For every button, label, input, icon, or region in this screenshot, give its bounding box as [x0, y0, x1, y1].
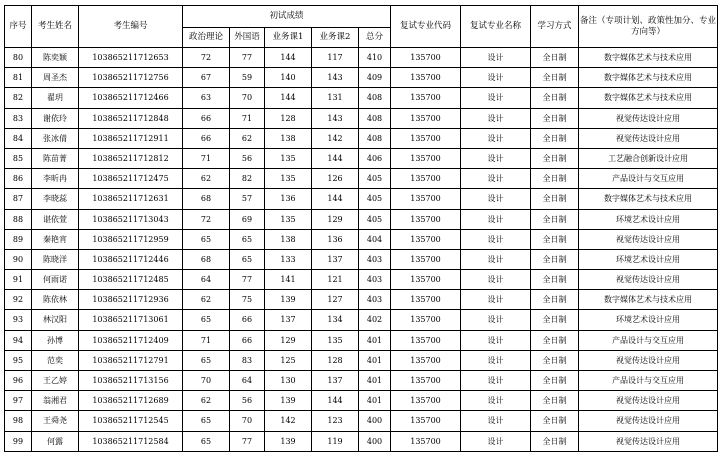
cell-course2: 144: [312, 189, 359, 209]
cell-remark: 视觉传达设计应用: [579, 431, 718, 451]
cell-foreign-language: 75: [230, 290, 265, 310]
cell-remark: 环境艺术设计应用: [579, 209, 718, 229]
cell-retest-name: 设计: [461, 48, 531, 68]
cell-retest-code: 135700: [391, 108, 461, 128]
header-total: 总分: [359, 28, 391, 48]
cell-name: 张冰倩: [32, 128, 79, 148]
cell-politics: 62: [183, 290, 230, 310]
cell-foreign-language: 56: [230, 148, 265, 168]
header-id: 考生编号: [79, 6, 183, 48]
cell-study-mode: 全日制: [531, 169, 579, 189]
header-remark: 备注（专项计划、政策性加分、专业方向等）: [579, 6, 718, 48]
cell-politics: 67: [183, 68, 230, 88]
cell-remark: 产品设计与交互应用: [579, 330, 718, 350]
cell-retest-name: 设计: [461, 88, 531, 108]
cell-id: 103865211712446: [79, 249, 183, 269]
cell-foreign-language: 69: [230, 209, 265, 229]
cell-name: 李晓蕊: [32, 189, 79, 209]
cell-remark: 数字媒体艺术与技术应用: [579, 68, 718, 88]
table-row: [5, 310, 718, 330]
cell-seq: 88: [5, 209, 32, 229]
cell-total: 401: [359, 371, 391, 391]
cell-foreign-language: 65: [230, 229, 265, 249]
cell-total: 403: [359, 270, 391, 290]
cell-course1: 135: [265, 209, 312, 229]
cell-id: 103865211712653: [79, 48, 183, 68]
header-foreign-language: 外国语: [230, 28, 265, 48]
cell-seq: 96: [5, 371, 32, 391]
cell-total: 401: [359, 350, 391, 370]
table-row: [5, 128, 718, 148]
cell-retest-name: 设计: [461, 431, 531, 451]
cell-total: 401: [359, 330, 391, 350]
cell-course2: 143: [312, 68, 359, 88]
cell-foreign-language: 66: [230, 330, 265, 350]
cell-name: 林汉阳: [32, 310, 79, 330]
cell-total: 400: [359, 411, 391, 431]
table-row: [5, 169, 718, 189]
header-politics: 政治理论: [183, 28, 230, 48]
cell-study-mode: 全日制: [531, 68, 579, 88]
cell-study-mode: 全日制: [531, 189, 579, 209]
table-row: [5, 108, 718, 128]
cell-study-mode: 全日制: [531, 229, 579, 249]
cell-name: 范奕: [32, 350, 79, 370]
cell-course2: 131: [312, 88, 359, 108]
cell-seq: 85: [5, 148, 32, 168]
cell-retest-code: 135700: [391, 431, 461, 451]
table-row: [5, 249, 718, 269]
cell-course1: 133: [265, 249, 312, 269]
cell-seq: 83: [5, 108, 32, 128]
cell-course1: 139: [265, 391, 312, 411]
table-row: [5, 431, 718, 451]
cell-course1: 130: [265, 371, 312, 391]
cell-total: 401: [359, 391, 391, 411]
cell-study-mode: 全日制: [531, 391, 579, 411]
cell-retest-name: 设计: [461, 290, 531, 310]
cell-total: 403: [359, 290, 391, 310]
cell-remark: 视觉传达设计应用: [579, 270, 718, 290]
table-row: [5, 411, 718, 431]
cell-retest-name: 设计: [461, 108, 531, 128]
cell-politics: 71: [183, 148, 230, 168]
cell-course1: 138: [265, 229, 312, 249]
cell-seq: 97: [5, 391, 32, 411]
header-retest-name: 复试专业名称: [461, 6, 531, 48]
cell-study-mode: 全日制: [531, 48, 579, 68]
cell-foreign-language: 82: [230, 169, 265, 189]
header-seq: 序号: [5, 6, 32, 48]
table-body: [5, 48, 718, 452]
cell-retest-name: 设计: [461, 209, 531, 229]
cell-seq: 98: [5, 411, 32, 431]
cell-politics: 64: [183, 270, 230, 290]
cell-retest-code: 135700: [391, 270, 461, 290]
cell-total: 405: [359, 209, 391, 229]
table-row: [5, 189, 718, 209]
cell-foreign-language: 77: [230, 270, 265, 290]
cell-name: 谌依萱: [32, 209, 79, 229]
header-course1: 业务课1: [265, 28, 312, 48]
cell-course2: 136: [312, 229, 359, 249]
cell-course1: 140: [265, 68, 312, 88]
cell-course1: 137: [265, 310, 312, 330]
cell-study-mode: 全日制: [531, 290, 579, 310]
table-row: [5, 270, 718, 290]
cell-name: 何露: [32, 431, 79, 451]
cell-retest-code: 135700: [391, 249, 461, 269]
cell-course1: 135: [265, 148, 312, 168]
cell-total: 404: [359, 229, 391, 249]
cell-politics: 65: [183, 229, 230, 249]
cell-remark: 工艺融合创新设计应用: [579, 148, 718, 168]
cell-id: 103865211712545: [79, 411, 183, 431]
header-initial-score: 初试成绩: [183, 6, 391, 28]
cell-id: 103865211712756: [79, 68, 183, 88]
cell-total: 406: [359, 148, 391, 168]
cell-course2: 121: [312, 270, 359, 290]
cell-politics: 71: [183, 330, 230, 350]
table-row: [5, 330, 718, 350]
cell-course1: 139: [265, 431, 312, 451]
cell-course1: 144: [265, 88, 312, 108]
cell-politics: 72: [183, 48, 230, 68]
cell-foreign-language: 64: [230, 371, 265, 391]
cell-total: 408: [359, 128, 391, 148]
cell-seq: 82: [5, 88, 32, 108]
table-row: [5, 148, 718, 168]
cell-course1: 136: [265, 189, 312, 209]
cell-retest-code: 135700: [391, 310, 461, 330]
cell-remark: 视觉传达设计应用: [579, 108, 718, 128]
cell-seq: 80: [5, 48, 32, 68]
cell-course1: 142: [265, 411, 312, 431]
cell-foreign-language: 57: [230, 189, 265, 209]
cell-remark: 数字媒体艺术与技术应用: [579, 48, 718, 68]
cell-retest-code: 135700: [391, 68, 461, 88]
cell-name: 翟玥: [32, 88, 79, 108]
cell-retest-name: 设计: [461, 371, 531, 391]
table-row: [5, 68, 718, 88]
cell-course2: 135: [312, 330, 359, 350]
cell-id: 103865211712848: [79, 108, 183, 128]
cell-course1: 138: [265, 128, 312, 148]
cell-retest-code: 135700: [391, 169, 461, 189]
cell-id: 103865211713156: [79, 371, 183, 391]
cell-retest-code: 135700: [391, 48, 461, 68]
cell-course2: 134: [312, 310, 359, 330]
cell-remark: 视觉传达设计应用: [579, 229, 718, 249]
cell-name: 陈依林: [32, 290, 79, 310]
cell-study-mode: 全日制: [531, 350, 579, 370]
cell-name: 陈晓洋: [32, 249, 79, 269]
cell-id: 103865211712631: [79, 189, 183, 209]
cell-foreign-language: 62: [230, 128, 265, 148]
cell-study-mode: 全日制: [531, 249, 579, 269]
cell-course2: 123: [312, 411, 359, 431]
cell-politics: 72: [183, 209, 230, 229]
header-row-1: [5, 6, 718, 28]
cell-retest-code: 135700: [391, 350, 461, 370]
cell-seq: 84: [5, 128, 32, 148]
cell-politics: 63: [183, 88, 230, 108]
cell-total: 403: [359, 249, 391, 269]
cell-foreign-language: 65: [230, 249, 265, 269]
cell-study-mode: 全日制: [531, 411, 579, 431]
cell-id: 103865211712911: [79, 128, 183, 148]
cell-remark: 数字媒体艺术与技术应用: [579, 290, 718, 310]
cell-retest-name: 设计: [461, 330, 531, 350]
cell-name: 孙博: [32, 330, 79, 350]
cell-retest-code: 135700: [391, 330, 461, 350]
cell-study-mode: 全日制: [531, 270, 579, 290]
cell-retest-name: 设计: [461, 391, 531, 411]
cell-course2: 119: [312, 431, 359, 451]
cell-course2: 117: [312, 48, 359, 68]
cell-politics: 70: [183, 371, 230, 391]
cell-name: 王舜尧: [32, 411, 79, 431]
cell-name: 李昕冉: [32, 169, 79, 189]
cell-retest-name: 设计: [461, 270, 531, 290]
cell-retest-code: 135700: [391, 411, 461, 431]
cell-seq: 91: [5, 270, 32, 290]
cell-total: 402: [359, 310, 391, 330]
cell-seq: 92: [5, 290, 32, 310]
cell-politics: 65: [183, 350, 230, 370]
cell-retest-name: 设计: [461, 128, 531, 148]
cell-id: 103865211712485: [79, 270, 183, 290]
cell-retest-name: 设计: [461, 411, 531, 431]
cell-course2: 127: [312, 290, 359, 310]
cell-course2: 137: [312, 249, 359, 269]
cell-foreign-language: 70: [230, 411, 265, 431]
cell-politics: 62: [183, 391, 230, 411]
table-row: [5, 88, 718, 108]
cell-seq: 87: [5, 189, 32, 209]
cell-id: 103865211713043: [79, 209, 183, 229]
cell-foreign-language: 77: [230, 48, 265, 68]
cell-retest-code: 135700: [391, 189, 461, 209]
header-retest-code: 复试专业代码: [391, 6, 461, 48]
cell-study-mode: 全日制: [531, 209, 579, 229]
cell-retest-code: 135700: [391, 391, 461, 411]
cell-retest-name: 设计: [461, 148, 531, 168]
cell-name: 陈奕颖: [32, 48, 79, 68]
cell-id: 103865211712812: [79, 148, 183, 168]
cell-name: 何雨诺: [32, 270, 79, 290]
cell-foreign-language: 71: [230, 108, 265, 128]
cell-study-mode: 全日制: [531, 108, 579, 128]
cell-id: 103865211712689: [79, 391, 183, 411]
cell-politics: 65: [183, 411, 230, 431]
cell-seq: 90: [5, 249, 32, 269]
cell-seq: 81: [5, 68, 32, 88]
cell-course2: 144: [312, 391, 359, 411]
cell-retest-name: 设计: [461, 229, 531, 249]
cell-study-mode: 全日制: [531, 88, 579, 108]
cell-retest-code: 135700: [391, 148, 461, 168]
cell-name: 谢依玲: [32, 108, 79, 128]
table-row: [5, 229, 718, 249]
cell-retest-code: 135700: [391, 209, 461, 229]
cell-id: 103865211712791: [79, 350, 183, 370]
header-course2: 业务课2: [312, 28, 359, 48]
cell-retest-name: 设计: [461, 169, 531, 189]
cell-foreign-language: 56: [230, 391, 265, 411]
cell-remark: 环境艺术设计应用: [579, 310, 718, 330]
cell-politics: 65: [183, 431, 230, 451]
cell-seq: 86: [5, 169, 32, 189]
cell-id: 103865211712584: [79, 431, 183, 451]
cell-politics: 66: [183, 108, 230, 128]
cell-remark: 视觉传达设计应用: [579, 411, 718, 431]
cell-name: 周圣杰: [32, 68, 79, 88]
cell-remark: 产品设计与交互应用: [579, 169, 718, 189]
cell-course1: 139: [265, 290, 312, 310]
cell-course2: 143: [312, 108, 359, 128]
cell-study-mode: 全日制: [531, 128, 579, 148]
cell-id: 103865211712959: [79, 229, 183, 249]
cell-course1: 141: [265, 270, 312, 290]
cell-remark: 数字媒体艺术与技术应用: [579, 189, 718, 209]
cell-politics: 66: [183, 128, 230, 148]
cell-foreign-language: 66: [230, 310, 265, 330]
cell-course1: 144: [265, 48, 312, 68]
cell-course1: 125: [265, 350, 312, 370]
table-row: [5, 391, 718, 411]
cell-foreign-language: 59: [230, 68, 265, 88]
cell-name: 秦艳宵: [32, 229, 79, 249]
cell-seq: 95: [5, 350, 32, 370]
cell-course2: 129: [312, 209, 359, 229]
cell-politics: 68: [183, 189, 230, 209]
cell-remark: 视觉传达设计应用: [579, 350, 718, 370]
cell-total: 400: [359, 431, 391, 451]
cell-name: 陈苗菁: [32, 148, 79, 168]
cell-id: 103865211712466: [79, 88, 183, 108]
cell-course2: 142: [312, 128, 359, 148]
cell-seq: 89: [5, 229, 32, 249]
score-table: [4, 5, 718, 452]
cell-id: 103865211712475: [79, 169, 183, 189]
cell-politics: 62: [183, 169, 230, 189]
cell-course1: 128: [265, 108, 312, 128]
header-name: 考生姓名: [32, 6, 79, 48]
cell-retest-name: 设计: [461, 310, 531, 330]
cell-course2: 126: [312, 169, 359, 189]
cell-id: 103865211713061: [79, 310, 183, 330]
cell-remark: 视觉传达设计应用: [579, 128, 718, 148]
cell-course2: 128: [312, 350, 359, 370]
cell-study-mode: 全日制: [531, 310, 579, 330]
cell-course1: 129: [265, 330, 312, 350]
cell-retest-name: 设计: [461, 68, 531, 88]
cell-retest-code: 135700: [391, 229, 461, 249]
cell-remark: 环境艺术设计应用: [579, 249, 718, 269]
cell-politics: 65: [183, 310, 230, 330]
cell-foreign-language: 77: [230, 431, 265, 451]
table-row: [5, 371, 718, 391]
cell-total: 409: [359, 68, 391, 88]
cell-retest-code: 135700: [391, 371, 461, 391]
cell-study-mode: 全日制: [531, 371, 579, 391]
cell-seq: 94: [5, 330, 32, 350]
cell-total: 410: [359, 48, 391, 68]
header-study-mode: 学习方式: [531, 6, 579, 48]
cell-retest-code: 135700: [391, 128, 461, 148]
cell-course2: 144: [312, 148, 359, 168]
cell-name: 王乙婷: [32, 371, 79, 391]
cell-total: 408: [359, 88, 391, 108]
table-row: [5, 209, 718, 229]
cell-study-mode: 全日制: [531, 148, 579, 168]
cell-seq: 99: [5, 431, 32, 451]
cell-id: 103865211712409: [79, 330, 183, 350]
cell-id: 103865211712936: [79, 290, 183, 310]
table-row: [5, 290, 718, 310]
cell-total: 405: [359, 169, 391, 189]
cell-retest-code: 135700: [391, 88, 461, 108]
cell-course2: 137: [312, 371, 359, 391]
cell-remark: 数字媒体艺术与技术应用: [579, 88, 718, 108]
cell-foreign-language: 70: [230, 88, 265, 108]
cell-retest-name: 设计: [461, 249, 531, 269]
cell-study-mode: 全日制: [531, 431, 579, 451]
cell-foreign-language: 83: [230, 350, 265, 370]
cell-remark: 视觉传达设计应用: [579, 391, 718, 411]
cell-politics: 68: [183, 249, 230, 269]
cell-name: 翁湘君: [32, 391, 79, 411]
cell-retest-name: 设计: [461, 189, 531, 209]
table-row: [5, 48, 718, 68]
cell-retest-name: 设计: [461, 350, 531, 370]
table-row: [5, 350, 718, 370]
cell-total: 405: [359, 189, 391, 209]
cell-retest-code: 135700: [391, 290, 461, 310]
cell-study-mode: 全日制: [531, 330, 579, 350]
cell-remark: 产品设计与交互应用: [579, 371, 718, 391]
cell-course1: 135: [265, 169, 312, 189]
cell-total: 408: [359, 108, 391, 128]
cell-seq: 93: [5, 310, 32, 330]
